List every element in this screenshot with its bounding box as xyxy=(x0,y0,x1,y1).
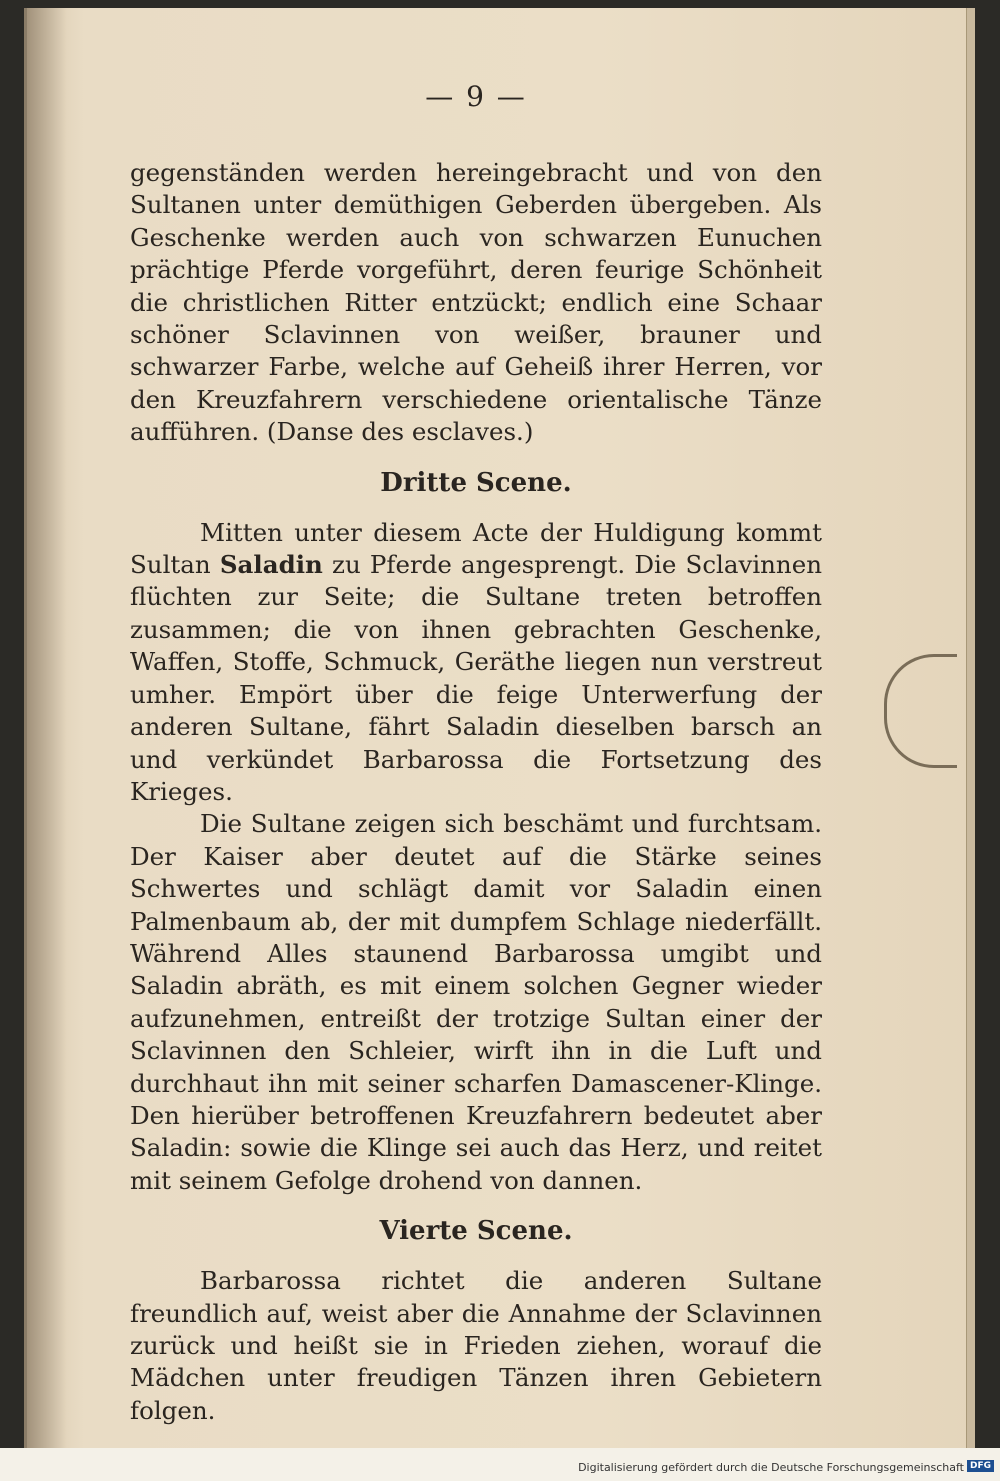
dfg-logo: DFG xyxy=(967,1460,994,1472)
paragraph-2-saladin: Saladin xyxy=(219,550,323,580)
paragraph-1: gegenständen werden hereingebracht und von den Sultanen unter demüthigen Geberden übergeben. Als Geschenke werden auch von schwarzen Eunuchen prächtige Pferde vorgeführt, deren feurige Schönheit die christlichen Ritter entzückt; endlich eine Schaar schöner Sclavinnen von weißer, brauner und schwarzer Farbe, welche auf Geheiß ihrer Herren, vor den Kreuzfahrern verschiedene orientalische Tänze aufführen. (Danse des esclaves.) xyxy=(130,158,822,447)
page-text xyxy=(130,80,822,1427)
page-number: — 9 — xyxy=(425,80,527,113)
paragraph-2-part-a: Mitten unter diesem Acte der Huldigung kommt Sultan xyxy=(130,517,822,580)
heading-dritte-scene: Dritte Scene. xyxy=(380,467,572,498)
paragraph-2-part-b: zu Pferde angesprengt. Die Sclavinnen flüchten zur Seite; die Sultane treten betroffen zusammen; die von ihnen gebrachten Geschenke, Waffen, Stoffe, Schmuck, Geräthe liegen nun verstreut umher. Empört über die feige Unterwerfung der anderen Sultane, fährt Saladin dieselben barsch an und verkündet Barbarossa die Fortsetzung des Krieges. xyxy=(130,550,822,806)
paragraph-2 xyxy=(130,517,822,809)
digitization-credit: Digitalisierung gefördert durch die Deutsche Forschungsgemeinschaft xyxy=(578,1461,964,1474)
paragraph-4: Barbarossa richtet die anderen Sultane freundlich auf, weist aber die Annahme der Sclavinnen zurück und heißt sie in Frieden ziehen, worauf die Mädchen unter freudigen Tänzen ihren Gebietern folgen. xyxy=(130,1266,822,1425)
spine-shadow xyxy=(27,8,67,1448)
paragraph-3: Die Sultane zeigen sich beschämt und furchtsam. Der Kaiser aber deutet auf die Stärke seines Schwertes und schlägt damit vor Saladin einen Palmenbaum ab, der mit dumpfem Schlage niederfällt. Während Alles staunend Barbarossa umgibt und Saladin abräth, es mit einem solchen Gegner wieder aufzunehmen, entreißt der trotzige Sultan einer der Sclavinnen den Schleier, wirft ihn in die Luft und durchhaut ihn mit seiner scharfen Damascener-Klinge. Den hierüber betroffenen Kreuzfahrern bedeutet aber Saladin: sowie die Klinge sei auch das Herz, und reitet mit seinem Gefolge drohend von dannen. xyxy=(130,809,822,1195)
page-edge xyxy=(966,8,975,1448)
heading-vierte-scene: Vierte Scene. xyxy=(379,1216,573,1247)
